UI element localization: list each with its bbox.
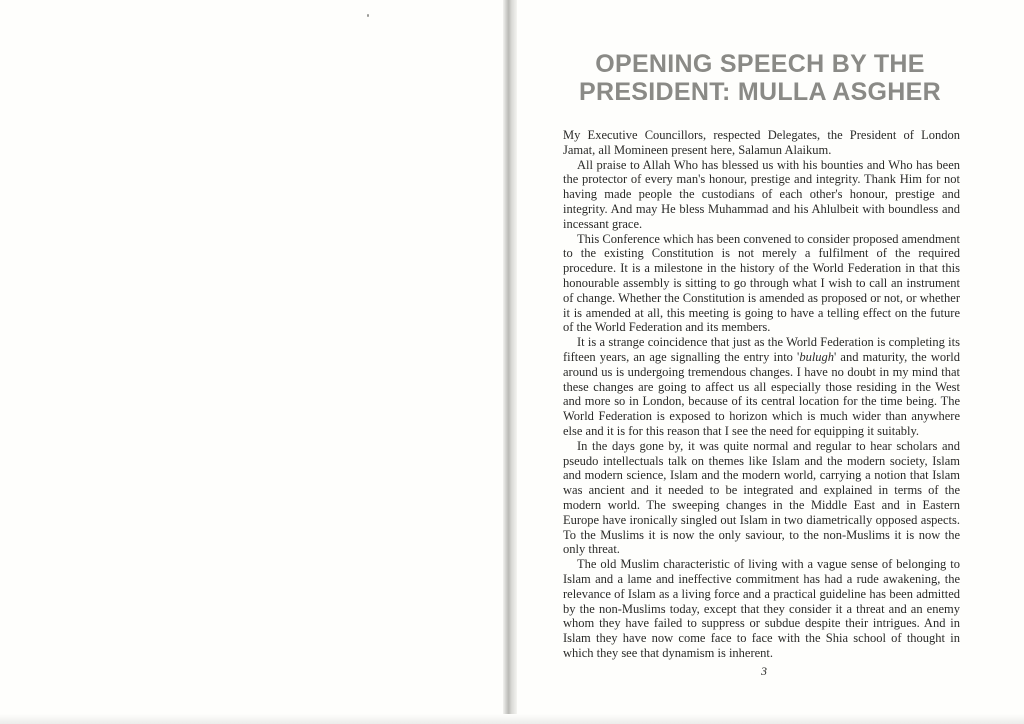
book-gutter	[503, 0, 517, 724]
title-line-2: PRESIDENT: MULLA ASGHER	[578, 78, 941, 106]
left-page	[0, 0, 505, 724]
title-line-1: OPENING SPEECH BY THE	[595, 50, 925, 78]
paragraph-praise: All praise to Allah Who has blessed us with his bounties and Who has been the protector of every man's honour, prestige and integrity. Thank Him for not having made people the custodians of each other's honour, prestige and integrity. And may He bless Muhammad and his Ahlulbeit with boundless and incessant grace.	[563, 157, 960, 231]
italic-term: bulugh	[799, 349, 835, 364]
paragraph-old-characteristic: The old Muslim characteristic of living with a vague sense of belonging to Islam and a lame and ineffective commitment has had a rude awakening, the relevance of Islam as a living force and a practical guideline has been admitted by the non-Muslims today, except that they consider it a threat and an enemy whom they have failed to suppress or subdue despite their intrigues. And in Islam they have now come face to face with the Shia school of thought in which they see that dynamism is inherent.	[563, 557, 960, 660]
paragraph-coincidence: It is a strange coincidence that just as the World Federation is completing its fifteen years, an age signalling the entry into 'bulugh' and maturity, the world around us is undergoing tremendous changes. I have no doubt in my mind that these changes are going to affect us all especially those residing in the West and more so in London, because of its central location for the time being. The World Federation is exposed to horizon which is much wider than anywhere else and it is for this reason that I see the need for equipping it suitably.	[563, 335, 960, 438]
paragraph-days-gone-by: In the days gone by, it was quite normal and regular to hear scholars and pseudo intellectuals talk on themes like Islam and the modern society, Islam and modern science, Islam and the modern world, carrying a notion that Islam was ancient and it needed to be integrated and explained in terms of the modern world. The sweeping changes in the Middle East and in Eastern Europe have ironically singled out Islam in two diametrically opposed aspects. To the Muslims it is now the only saviour, to the non-Muslims it is now the only threat.	[563, 438, 960, 557]
page-number: 3	[761, 664, 767, 678]
paragraph-salutation: My Executive Councillors, respected Delegates, the President of London Jamat, all Momineen present here, Salamun Alaikum.	[563, 128, 960, 157]
paragraph-conference: This Conference which has been convened to consider proposed amendment to the existing Constitution is not merely a fulfilment of the required procedure. It is a milestone in the history of the World Federation in that this honourable assembly is sitting to go through what I wish to call an instrument of change. Whether the Constitution is amended as proposed or not, or whether it is amended at all, this meeting is going to have a telling effect on the future of the World Federation and its members.	[563, 231, 960, 335]
speech-body	[563, 128, 960, 661]
page-bottom-edge	[0, 714, 1024, 724]
page-speck	[367, 14, 369, 17]
page-title	[560, 50, 960, 106]
